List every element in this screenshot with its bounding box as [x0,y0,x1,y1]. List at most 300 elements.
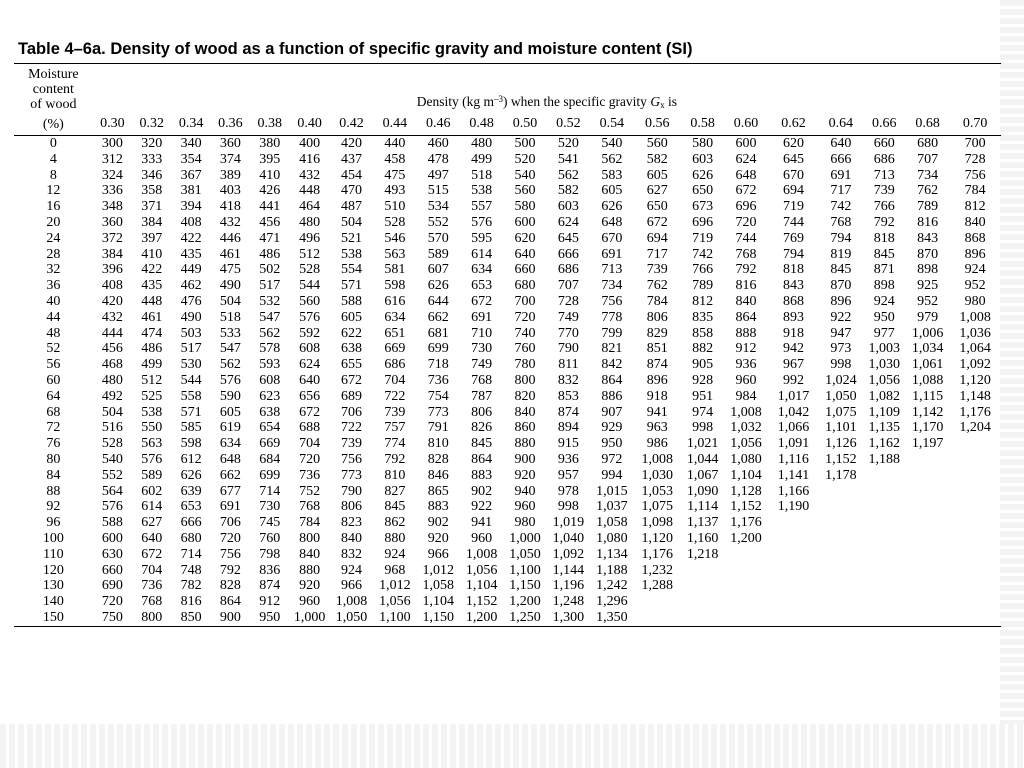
density-cell: 686 [557,262,579,278]
density-cell: 1,050 [825,388,857,404]
density-cell [819,499,862,515]
density-cell: 552 [427,214,449,230]
table-header [14,64,1001,136]
density-cell [681,563,724,579]
moisture-value: 20 [46,214,61,230]
density-cell: 920 [427,530,449,546]
density-cell: 480 [471,136,493,151]
density-cell: 1,056 [868,372,900,388]
density-cell: 1,058 [422,578,454,594]
density-cell: 1,152 [730,499,762,515]
density-cell [724,578,767,594]
density-cell: 410 [259,167,281,183]
density-cell: 696 [692,214,714,230]
density-cell: 1,115 [912,388,944,404]
density-cell: 773 [427,404,449,420]
density-cell: 474 [141,325,163,341]
density-cell: 672 [646,214,668,230]
density-cell: 1,196 [552,578,585,594]
density-cell: 950 [250,610,289,626]
density-cell: 1,100 [509,562,541,578]
density-cell: 552 [101,467,123,483]
density-cell [724,610,767,626]
density-cell: 680 [180,530,202,546]
density-cell: 998 [830,357,852,373]
density-cell: 835 [692,309,714,325]
density-cell: 896 [964,246,986,262]
density-cell: 464 [299,199,321,215]
density-cell: 845 [830,262,852,278]
density-cell: 951 [692,388,714,404]
density-cell: 1,032 [730,420,762,436]
density-cell: 648 [735,167,757,183]
density-cell: 560 [299,293,321,309]
density-cell: 616 [384,293,406,309]
density-cell: 680 [514,278,536,294]
density-cell: 1,015 [596,483,628,499]
density-cell: 476 [180,293,202,309]
density-cell: 790 [340,483,362,499]
moisture-label-line-2: content [32,82,74,97]
density-cell: 840 [514,404,536,420]
density-cell: 381 [180,183,202,199]
density-cell: 816 [735,278,757,294]
density-cell: 739 [873,183,895,199]
density-cell: 736 [299,467,321,483]
density-cell: 603 [557,199,579,215]
density-cell: 490 [219,278,241,294]
density-cell: 789 [692,278,714,294]
density-cell: 730 [471,341,493,357]
moisture-value: 28 [46,246,61,262]
density-cell: 840 [340,530,362,546]
density-cell [906,547,949,563]
density-cell: 1,114 [687,499,719,515]
density-cell [906,452,949,468]
density-cell [724,594,767,610]
density-cell: 372 [101,230,123,246]
density-cell: 773 [340,467,362,483]
density-cell: 784 [299,515,321,531]
density-cell: 627 [646,183,668,199]
density-cell: 1,088 [911,372,944,388]
density-cell: 816 [180,594,202,610]
density-cell: 792 [384,451,406,467]
density-cell: 1,104 [465,578,498,594]
density-cell: 1,008 [465,546,498,562]
density-cell: 742 [830,199,852,215]
table-row [14,468,1001,484]
moisture-unit: (%) [14,113,93,136]
density-cell: 518 [471,167,493,183]
table-row [14,373,1001,389]
density-cell: 858 [692,325,714,341]
specific-gravity-header: 0.40 [289,113,329,136]
density-cell: 1,134 [596,546,628,562]
density-cell: 1,162 [868,436,900,452]
density-cell: 1,104 [730,467,762,483]
density-cell: 862 [384,515,406,531]
table-row [14,183,1001,199]
density-cell [768,515,819,531]
density-cell: 634 [384,309,406,325]
density-cell: 487 [340,199,362,215]
density-cell [768,578,819,594]
density-cell [634,610,681,626]
density-cell: 845 [471,436,493,452]
density-cell: 1,056 [730,436,762,452]
density-cell: 384 [101,246,123,262]
density-cell: 792 [873,214,895,230]
density-cell: 1,176 [641,546,673,562]
density-cell: 471 [259,230,281,246]
density-cell: 818 [873,230,895,246]
density-cell: 756 [601,293,623,309]
density-cell [819,594,862,610]
density-cell: 500 [514,136,536,151]
density-cell: 829 [646,325,668,341]
density-cell: 696 [735,199,757,215]
density-cell: 851 [646,341,668,357]
density-cell: 672 [340,372,362,388]
density-cell: 612 [180,451,202,467]
density-cell: 441 [259,199,281,215]
density-cell: 752 [299,483,321,499]
density-cell: 670 [601,230,623,246]
table-row [14,389,1001,405]
density-cell [768,547,819,563]
table-row [14,262,1001,278]
density-cell: 672 [299,404,321,420]
density-cell: 778 [601,309,623,325]
density-cell: 952 [917,293,939,309]
density-cell: 400 [299,136,321,151]
density-cell: 1,040 [552,530,585,546]
density-cell: 713 [601,262,623,278]
table-row [14,199,1001,215]
density-cell: 627 [141,515,163,531]
table-body [14,136,1001,627]
table-row [14,563,1001,579]
density-cell: 719 [692,230,714,246]
density-cell: 1,178 [825,467,857,483]
table-row [14,247,1001,263]
density-cell: 853 [557,388,579,404]
density-cell: 626 [180,467,202,483]
density-cell: 972 [601,451,623,467]
density-cell: 880 [384,530,406,546]
density-cell: 1,126 [825,436,857,452]
density-cell: 757 [384,420,406,436]
density-cell: 408 [101,278,123,294]
density-cell: 638 [259,404,281,420]
density-cell: 691 [601,246,623,262]
table-row [14,547,1001,563]
density-cell: 348 [101,199,123,215]
density-cell: 928 [692,372,714,388]
density-cell: 688 [299,420,321,436]
density-cell: 1,058 [596,515,628,531]
density-cell: 984 [735,388,757,404]
density-cell [949,531,1001,547]
density-cell [819,531,862,547]
density-cell [819,484,862,500]
density-cell [949,484,1001,500]
density-cell: 792 [735,262,757,278]
density-cell: 1,176 [730,515,762,531]
density-cell [949,436,1001,452]
density-cell: 320 [141,136,163,151]
density-cell: 980 [964,293,986,309]
density-cell: 760 [514,341,536,357]
density-cell: 846 [427,467,449,483]
density-cell: 874 [259,578,281,594]
density-cell: 654 [259,420,281,436]
density-cell: 1,000 [289,610,329,626]
density-cell: 689 [340,388,362,404]
density-cell: 706 [340,404,362,420]
density-cell: 380 [259,136,281,151]
density-cell: 1,003 [868,341,900,357]
moisture-value: 110 [43,546,64,562]
density-cell: 670 [782,167,804,183]
table-row [14,294,1001,310]
density-cell: 583 [601,167,623,183]
density-cell: 517 [259,278,281,294]
density-cell: 1,109 [868,404,900,420]
density-cell: 518 [219,309,241,325]
density-cell: 1,066 [777,420,810,436]
density-cell: 1,190 [777,499,810,515]
density-cell: 408 [180,214,202,230]
moisture-label-line-1: Moisture [28,67,79,82]
density-cell: 1,152 [465,594,498,610]
density-cell: 456 [259,214,281,230]
density-cell: 1,075 [825,404,857,420]
density-cell: 800 [299,530,321,546]
density-cell: 942 [782,341,804,357]
density-cell: 898 [917,262,939,278]
density-cell: 963 [646,420,668,436]
density-cell: 358 [141,183,163,199]
density-cell: 810 [384,467,406,483]
density-cell: 669 [259,436,281,452]
density-cell: 540 [514,167,536,183]
density-cell: 475 [384,167,406,183]
table-row [14,452,1001,468]
density-cell: 974 [692,404,714,420]
density-cell: 1,050 [509,546,541,562]
density-cell: 780 [514,357,536,373]
density-cell: 748 [180,562,202,578]
density-cell: 717 [646,246,668,262]
density-cell: 836 [259,562,281,578]
density-cell: 766 [692,262,714,278]
density-cell [768,531,819,547]
density-cell [863,594,906,610]
density-cell: 1,120 [641,530,673,546]
density-cell [906,578,949,594]
density-cell: 486 [141,341,163,357]
density-cell: 595 [471,230,493,246]
density-cell: 623 [259,388,281,404]
density-cell: 630 [101,546,123,562]
density-cell: 571 [180,404,202,420]
density-table [14,63,1001,627]
density-cell: 1,197 [911,436,944,452]
density-cell [906,563,949,579]
moisture-value: 16 [46,199,61,215]
density-cell: 1,090 [686,483,719,499]
density-cell: 660 [873,136,895,151]
moisture-value: 84 [46,467,61,483]
density-cell [863,515,906,531]
density-cell: 794 [782,246,804,262]
density-cell: 486 [259,246,281,262]
density-cell: 739 [384,404,406,420]
density-cell: 840 [735,293,757,309]
density-cell: 973 [830,341,852,357]
density-cell [681,578,724,594]
density-cell: 941 [471,515,493,531]
density-cell: 562 [601,151,623,167]
density-cell: 966 [427,546,449,562]
density-cell: 558 [180,388,202,404]
density-cell: 563 [384,246,406,262]
density-cell: 1,141 [777,467,810,483]
density-cell: 496 [299,230,321,246]
density-cell: 720 [219,530,241,546]
density-cell: 626 [692,167,714,183]
density-cell: 624 [735,151,757,167]
density-cell: 816 [917,214,939,230]
density-cell: 1,218 [686,546,719,562]
density-cell: 749 [471,357,493,373]
density-cell: 699 [427,341,449,357]
density-cell: 644 [427,293,449,309]
density-cell: 333 [141,151,163,167]
density-cell: 784 [646,293,668,309]
density-cell: 750 [93,610,132,626]
density-cell: 980 [514,515,536,531]
density-cell: 960 [299,594,321,610]
density-cell: 819 [830,246,852,262]
density-cell: 528 [101,436,123,452]
density-cell: 821 [601,341,623,357]
density-cell: 774 [384,436,406,452]
density-cell: 820 [514,388,536,404]
density-cell [768,594,819,610]
density-cell: 722 [340,420,362,436]
density-cell: 666 [180,515,202,531]
density-cell: 666 [830,151,852,167]
density-cell: 520 [557,136,579,151]
density-cell: 810 [427,436,449,452]
density-cell: 691 [471,309,493,325]
density-cell: 902 [471,483,493,499]
density-cell: 440 [384,136,406,151]
density-cell [863,531,906,547]
density-cell [863,499,906,515]
density-cell: 564 [101,483,123,499]
density-cell: 828 [219,578,241,594]
density-cell: 669 [384,341,406,357]
density-cell: 478 [427,151,449,167]
table-row [14,231,1001,247]
density-cell: 605 [601,183,623,199]
density-cell: 470 [340,183,362,199]
density-cell: 1,037 [596,499,628,515]
density-cell: 947 [830,325,852,341]
density-cell [906,594,949,610]
density-cell: 864 [601,372,623,388]
density-cell: 490 [180,309,202,325]
density-cell: 744 [735,230,757,246]
density-cell: 300 [101,136,123,151]
specific-gravity-header: 0.68 [906,113,949,136]
density-cell: 1,061 [911,357,944,373]
density-cell: 521 [340,230,362,246]
density-cell: 435 [141,278,163,294]
density-cell: 420 [101,293,123,309]
density-cell: 978 [557,483,579,499]
density-cell: 860 [514,420,536,436]
density-cell [949,468,1001,484]
density-cell: 651 [384,325,406,341]
density-cell: 681 [427,325,449,341]
density-cell: 432 [219,214,241,230]
specific-gravity-header: 0.30 [93,113,132,136]
density-cell: 828 [427,451,449,467]
density-cell: 528 [299,262,321,278]
density-cell: 639 [180,483,202,499]
density-cell: 598 [180,436,202,452]
density-cell: 718 [427,357,449,373]
density-cell: 645 [782,151,804,167]
density-cell: 576 [101,499,123,515]
density-cell: 888 [735,325,757,341]
density-cell: 1,092 [959,357,991,373]
density-cell: 510 [384,199,406,215]
density-cell: 920 [299,578,321,594]
table-row [14,436,1001,452]
density-cell: 728 [557,293,579,309]
density-cell: 1,012 [422,562,454,578]
density-cell: 454 [340,167,362,183]
density-cell [949,578,1001,594]
density-cell: 766 [873,199,895,215]
moisture-value: 130 [42,578,64,594]
moisture-value: 100 [42,530,64,546]
density-cell: 580 [514,199,536,215]
table-row [14,499,1001,515]
density-cell: 1,150 [417,610,460,626]
density-cell: 1,152 [825,451,857,467]
density-cell: 957 [557,467,579,483]
density-cell: 922 [471,499,493,515]
density-cell: 768 [141,594,163,610]
density-cell: 768 [735,246,757,262]
density-cell: 787 [471,388,493,404]
moisture-value: 150 [14,610,93,626]
density-cell [863,563,906,579]
density-cell: 870 [917,246,939,262]
density-cell: 714 [180,546,202,562]
density-cell: 626 [601,199,623,215]
density-cell: 426 [259,183,281,199]
density-cell: 929 [601,420,623,436]
density-cell [819,610,862,626]
